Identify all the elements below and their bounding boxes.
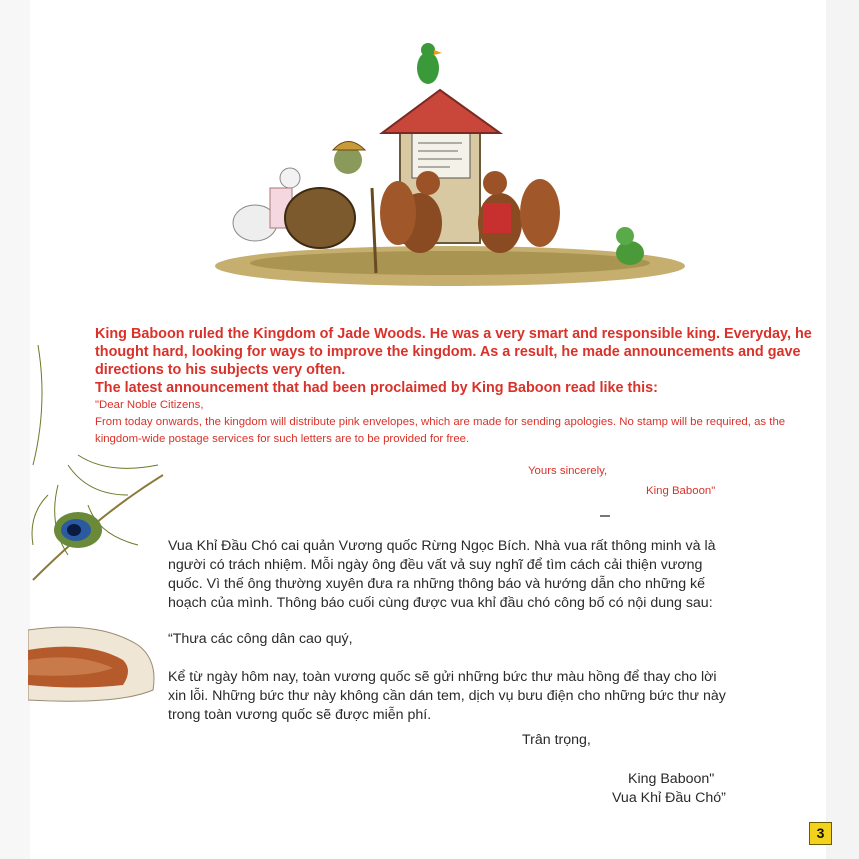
claw-illustration bbox=[28, 610, 163, 720]
english-greeting: "Dear Noble Citizens, bbox=[95, 399, 204, 411]
notice-board-illustration bbox=[200, 38, 700, 288]
english-text-block bbox=[95, 325, 815, 448]
vietnamese-paragraph: Vua Khỉ Đầu Chó cai quản Vương quốc Rừng Ngọc Bích. Nhà vua rất thông minh và là người có trách nhiệm. Mỗi ngày ông đều vất vả suy nghĩ để tìm cách cải thiện vương quốc. Vì thế ông thường xuyên đưa ra những thông báo và hướng dẫn cho những kế hoạch của mình. Thông báo cuối cùng được vua khỉ đầu chó công bố có nội dung sau: bbox=[168, 538, 716, 611]
english-closing: Yours sincerely, bbox=[528, 465, 608, 477]
english-body: From today onwards, the kingdom will distribute pink envelopes, which are made for sending apologies. No stamp will be required, as the kingdom-wide postage services for such letters are to be provided for free. bbox=[95, 416, 786, 445]
peacock-feather-illustration bbox=[28, 345, 168, 585]
english-intro: The latest announcement that had been proclaimed by King Baboon read like this: bbox=[95, 380, 658, 396]
vietnamese-body: Kể từ ngày hôm nay, toàn vương quốc sẽ gửi những bức thư màu hồng để thay cho lời xin lỗi. Những bức thư này không cần dán tem, dịch vụ bưu điện cho những bức thư này trong toàn vương quốc sẽ được miễn phí. bbox=[168, 669, 726, 723]
page-left-margin bbox=[0, 0, 30, 859]
english-signature: King Baboon" bbox=[646, 485, 716, 497]
english-paragraph: King Baboon ruled the Kingdom of Jade Woods. He was a very smart and responsible king. Everyday, he thought hard, looking for ways to improve the kingdom. As a result, he made announcements and gave directions to his subjects very often. bbox=[95, 326, 812, 378]
decorative-dash bbox=[600, 515, 610, 517]
vietnamese-signature-title: Vua Khỉ Đầu Chó” bbox=[612, 790, 726, 806]
vietnamese-text-block bbox=[168, 537, 728, 725]
page-number-badge: 3 bbox=[809, 822, 832, 845]
vietnamese-greeting: “Thưa các công dân cao quý, bbox=[168, 631, 353, 647]
vietnamese-closing: Trân trọng, bbox=[522, 732, 591, 748]
vietnamese-signature: King Baboon" bbox=[628, 771, 715, 787]
page-right-margin bbox=[826, 0, 859, 859]
